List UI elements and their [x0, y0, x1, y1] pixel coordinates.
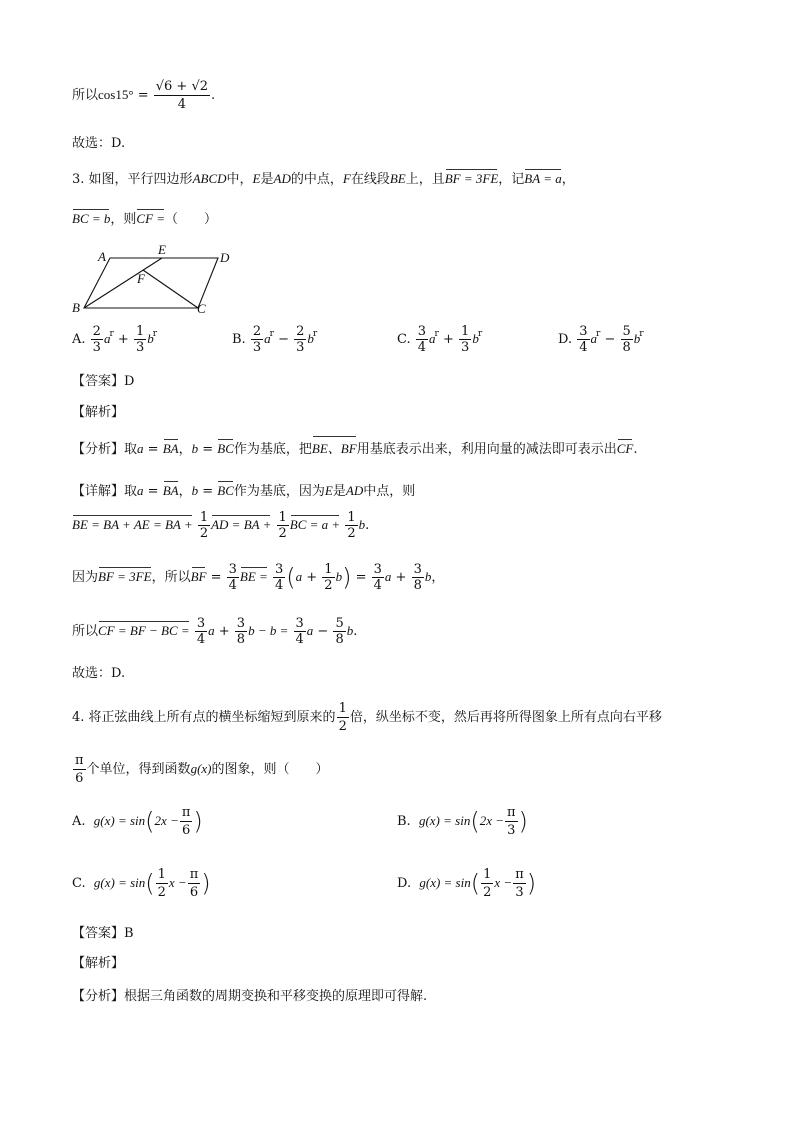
cos-expr: cos15° — [98, 87, 134, 102]
q3-option-d[interactable]: D. $\frac{3}{4}$ $a^r$ − $\frac{5}{8}$ $b^r$ — [558, 324, 644, 355]
q4-analysis-tag: 【解析】 — [72, 956, 125, 971]
q4-option-a[interactable]: A. g(x) = sin(2x − $\frac{\pi}{6}$ ) — [72, 805, 203, 838]
q3-line-bf: 因为BF = 3FE，所以BF = $\frac{3}{4}$ BE = $\frac{3}{4}$ (a + $\frac{1}{2}$ b) = $\frac{3}{4}$ a + $\frac{3}{8}$ b， — [72, 562, 445, 593]
q3-parallelogram-figure — [70, 240, 240, 320]
label-f: F — [137, 271, 145, 286]
q3-choice: 故选：D. — [72, 666, 126, 681]
cos-fraction: $\frac{√6 + √2}{4}$ — [155, 79, 209, 112]
prev-choice: 故选：D. — [72, 136, 126, 151]
q3-line-be: BE = BA + AE = BA + $\frac{1}{2}$ AD = BA + $\frac{1}{2}$ BC = a + $\frac{1}{2}$ b. — [72, 510, 370, 541]
q4-stem-line2: $\frac{\pi}{6}$ 个单位，得到函数g(x)的图象，则（ ） — [75, 753, 329, 786]
segment-fc — [143, 270, 198, 308]
prev-conclusion: 所以cos15° = $\frac{√6 + √2}{4}$ . — [72, 79, 216, 112]
q3-option-a[interactable]: A. $\frac{2}{3}$ $a^r$ + $\frac{1}{3}$ $b^r$ — [72, 324, 158, 355]
q3-answer: 【答案】D — [72, 374, 135, 389]
q3-bc-def: BC = b — [72, 211, 111, 226]
label-a: A — [98, 249, 106, 264]
q3-stem-line1: 3. 如图，平行四边形ABCD中，E是AD的中点，F在线段BE上，且BF = 3FE，记BA = a， — [72, 171, 575, 187]
q3-fenxi: 【分析】取a = BA，b = BC作为基底，把BE、BF用基底表示出来，利用向量的减法即可表示出CF. — [72, 438, 637, 457]
label-b: B — [72, 300, 80, 315]
q4-answer: 【答案】B — [72, 926, 134, 941]
q4-option-d[interactable]: D. g(x) = sin( $\frac{1}{2}$ x − $\frac{\pi}{3}$ ) — [397, 867, 537, 900]
q3-condition: BF = 3FE — [444, 171, 499, 186]
q3-line-cf: 所以CF = BF − BC = $\frac{3}{4}$ a + $\frac{3}{8}$ b − b = $\frac{3}{4}$ a − $\frac{5}{8}$ b. — [72, 616, 358, 647]
q3-stem-line2: BC = b，则CF =（ ） — [72, 211, 218, 227]
q4-stem-line1: 4. 将正弦曲线上所有点的横坐标缩短到原来的 $\frac{1}{2}$ 倍，纵坐标不变，然后再将所得图象上所有点向右平移 — [72, 701, 662, 734]
label-d: D — [220, 250, 230, 265]
q4-fenxi: 【分析】根据三角函数的周期变换和平移变换的原理即可得解. — [72, 989, 428, 1004]
label-c: C — [197, 301, 206, 316]
q3-ba-def: BA = a — [524, 171, 562, 186]
q4-option-b[interactable]: B. g(x) = sin(2x − $\frac{\pi}{3}$ ) — [397, 805, 528, 838]
q3-option-b[interactable]: B. $\frac{2}{3}$ $a^r$ − $\frac{2}{3}$ $b^r$ — [232, 324, 318, 355]
label-e: E — [158, 242, 166, 257]
segment-be — [84, 258, 162, 308]
q3-xiangjie: 【详解】取a = BA，b = BC作为基底，因为E是AD中点，则 — [72, 483, 416, 499]
q3-option-c[interactable]: C. $\frac{3}{4}$ $a^r$ + $\frac{1}{3}$ $b^r$ — [397, 324, 483, 355]
q3-cf-eq: CF = — [136, 211, 166, 226]
q3-analysis-tag: 【解析】 — [72, 405, 125, 420]
q4-option-c[interactable]: C. g(x) = sin( $\frac{1}{2}$ x − $\frac{\pi}{6}$ ) — [72, 867, 211, 900]
